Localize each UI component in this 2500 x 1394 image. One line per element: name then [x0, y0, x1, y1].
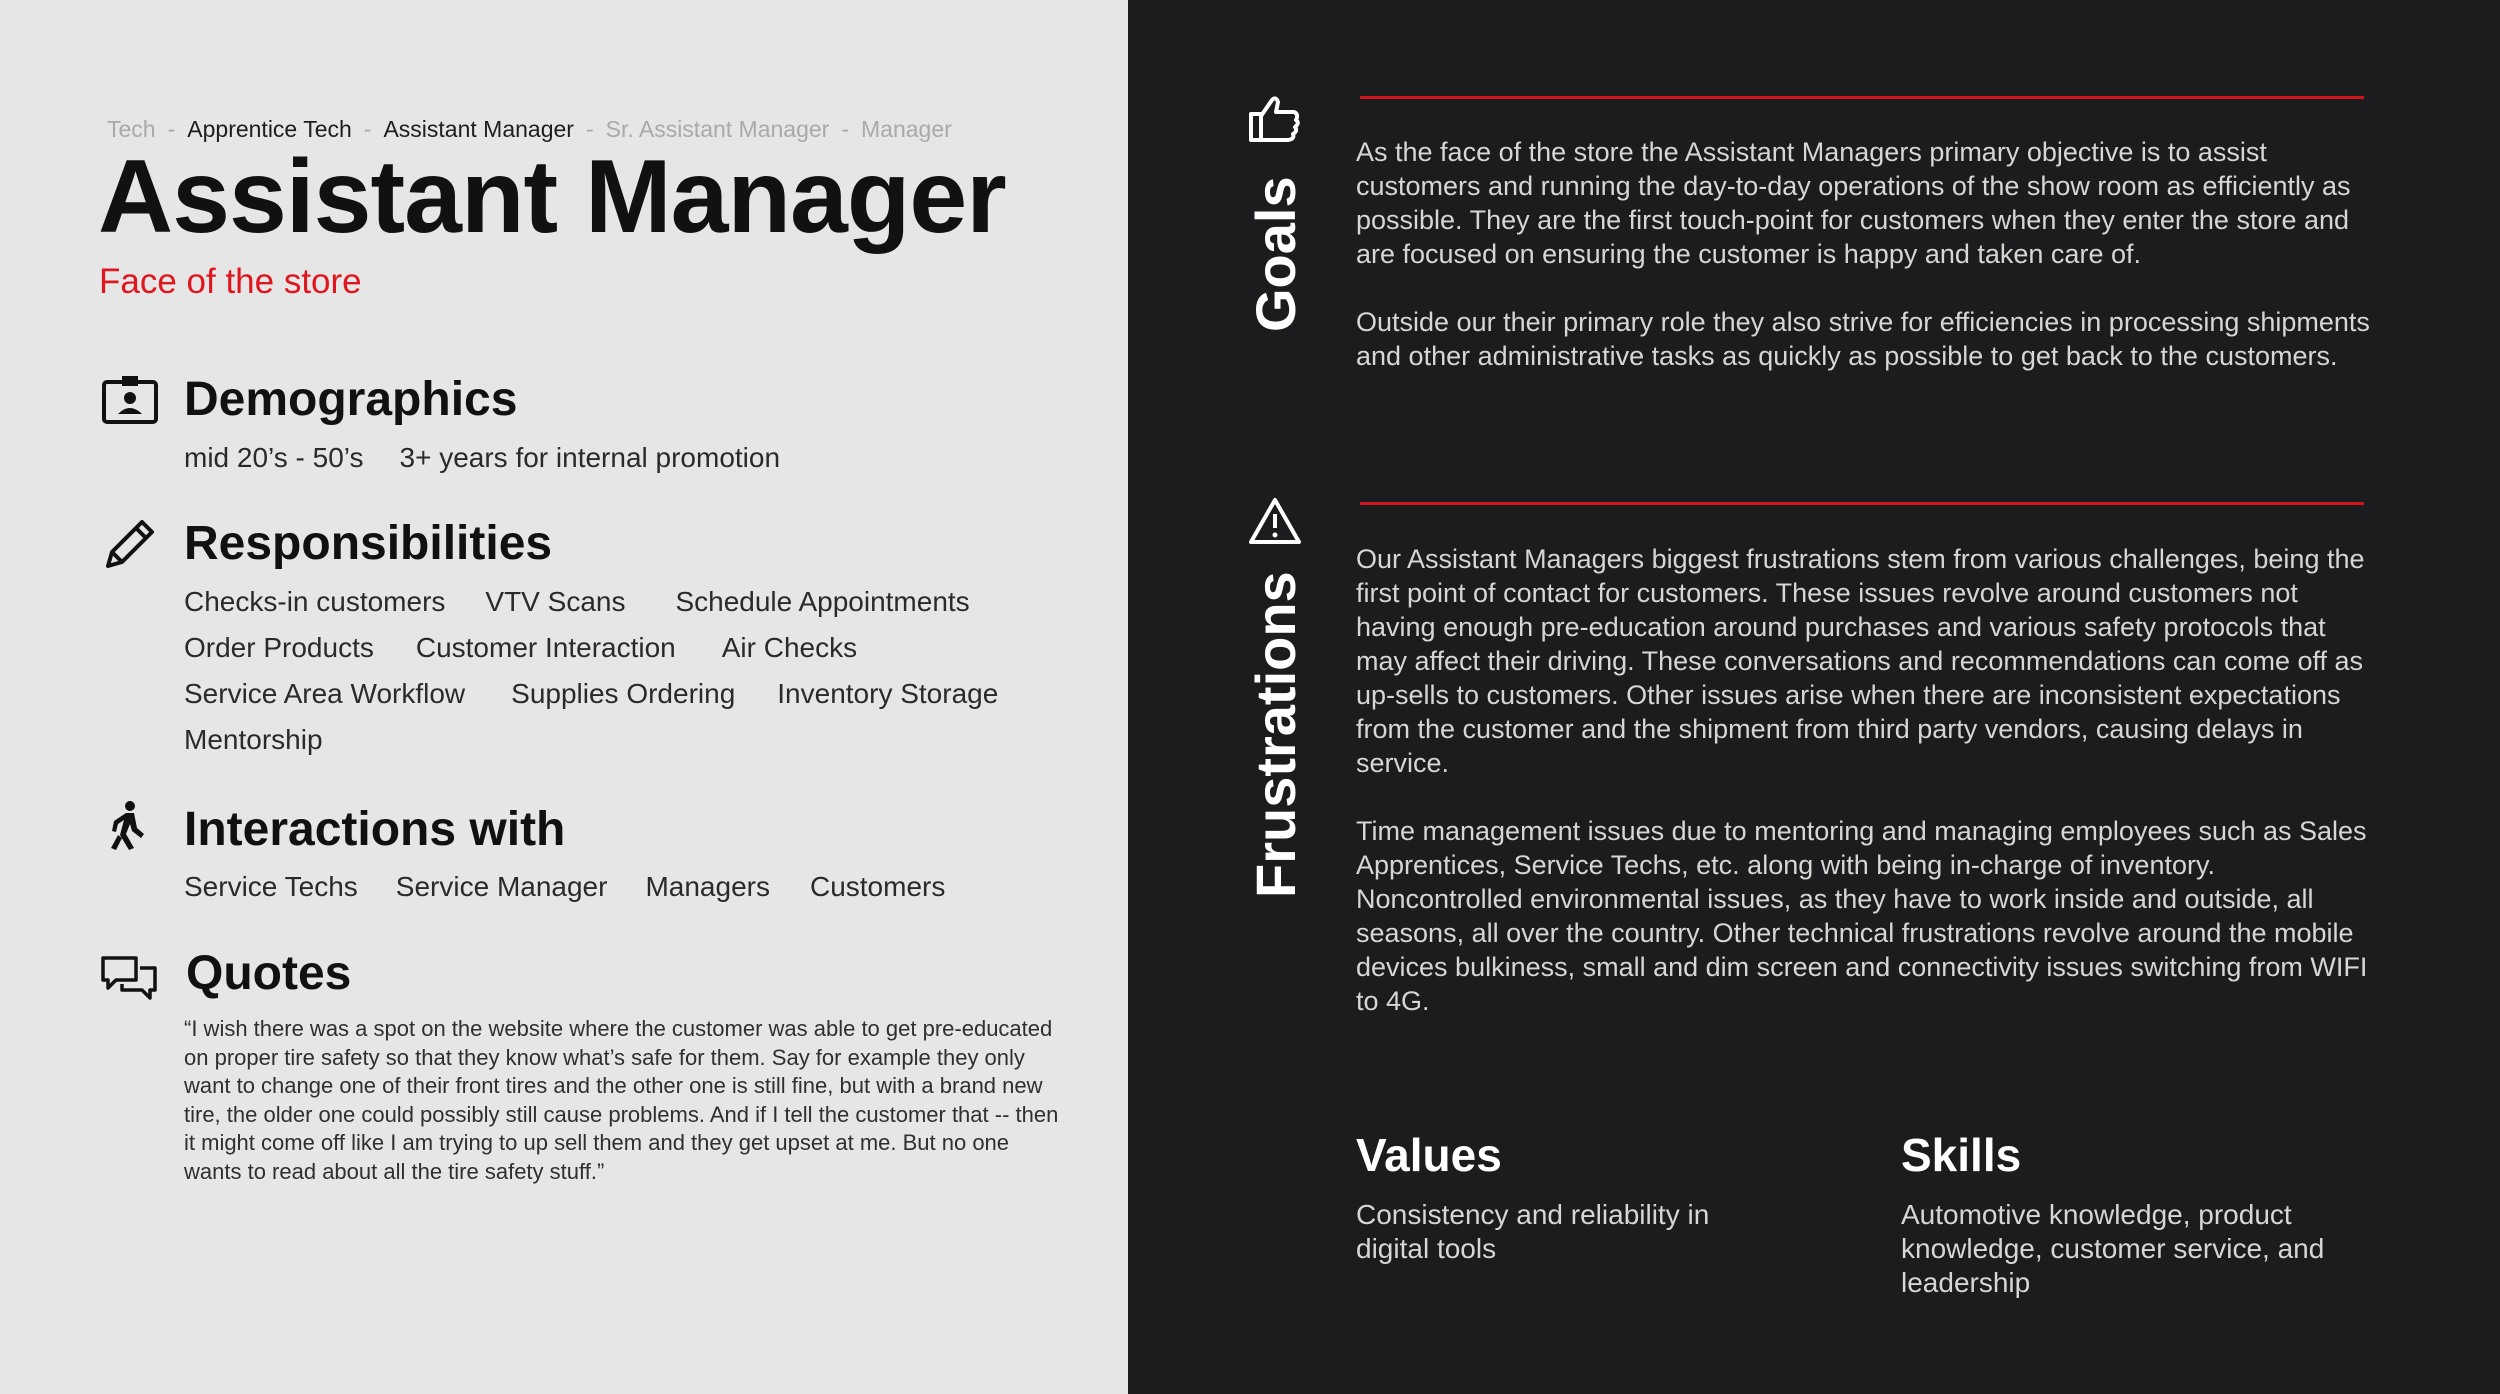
interactions-heading: Interactions with — [184, 803, 566, 856]
goals-text — [1356, 135, 2376, 407]
breadcrumb-item-assistant-manager[interactable]: Assistant Manager — [383, 116, 574, 142]
warning-triangle-icon — [1248, 496, 1302, 546]
list-item: Customer Interaction — [415, 632, 676, 663]
breadcrumb-separator: - — [841, 116, 850, 142]
breadcrumb-separator: - — [585, 116, 594, 142]
breadcrumb-item-apprentice-tech[interactable]: Apprentice Tech — [187, 116, 352, 142]
goals-paragraph: Outside our their primary role they also strive for efficiencies in processing shipments and other administrative tasks as quickly as possible to get back to the customers. — [1356, 307, 2370, 371]
responsibilities-row — [184, 586, 1006, 618]
quotes-heading: Quotes — [186, 947, 352, 1000]
frustrations-text — [1356, 542, 2376, 1052]
list-item: Service Techs — [184, 871, 358, 902]
pencil-icon — [100, 514, 160, 574]
list-item: 3+ years for internal promotion — [399, 442, 781, 473]
demographics-heading: Demographics — [184, 373, 518, 426]
breadcrumb-separator: - — [363, 116, 372, 142]
responsibilities-heading: Responsibilities — [184, 517, 553, 570]
thumbs-up-icon — [1248, 92, 1302, 146]
goals-label: Goals — [1244, 176, 1307, 332]
responsibilities-row — [184, 678, 1034, 710]
values-heading: Values — [1356, 1129, 1502, 1181]
goals-divider — [1360, 96, 2364, 99]
frustrations-paragraph: Our Assistant Managers biggest frustrations stem from various challenges, being the first point of contact for customers. These issues revolve around customers not having enough pre-education around purchases and various safety protocols that may affect their driving. These conversations and recommendations can come off as up-sells to customers. Other issues arise when there are inconsistent expectations from the customer and the shipment from third party vendors, causing delays in service. — [1356, 544, 2365, 778]
breadcrumb-item-sr-assistant-manager[interactable]: Sr. Assistant Manager — [605, 116, 830, 142]
list-item: Managers — [645, 871, 770, 902]
list-item: Service Area Workflow — [184, 678, 466, 709]
list-item: VTV Scans — [485, 586, 626, 617]
list-item: Mentorship — [184, 724, 323, 755]
skills-heading: Skills — [1901, 1129, 2022, 1181]
list-item: Checks-in customers — [184, 586, 446, 617]
list-item: Customers — [809, 871, 946, 902]
chat-bubbles-icon — [100, 954, 158, 1004]
left-panel — [0, 0, 1128, 1394]
values-text: Consistency and reliability in digital tools — [1356, 1199, 1710, 1264]
list-item: mid 20’s - 50’s — [184, 442, 364, 473]
breadcrumb-item-tech[interactable]: Tech — [107, 116, 156, 142]
list-item: Order Products — [184, 632, 374, 663]
list-item: Air Checks — [721, 632, 858, 663]
demographics-list — [184, 442, 816, 474]
walking-person-icon — [104, 800, 152, 852]
quote-text: “I wish there was a spot on the website where the customer was able to get pre-educated on proper tire safety so that they know what’s safe for them. Say for example they only want to change one of their front tires and the other one is still fine, but with a brand new tire, the older one could possibly still cause problems. And if I tell the customer that -- then it might come off like I am trying to up sell them and they get upset at me. But no one wants to read about all the tire safety stuff.” — [184, 1016, 1059, 1184]
frustrations-divider — [1360, 502, 2364, 505]
frustrations-paragraph: Time management issues due to mentoring and managing employees such as Sales Apprentices, Service Techs, etc. along with being in-charge of inventory. Noncontrolled environmental issues, as they have to work inside and outside, all seasons, all over the country. Other technical frustrations revolve around the mobile devices bulkiness, small and dim screen and connectivity issues switching from WIFI to 4G. — [1356, 816, 2368, 1016]
breadcrumb-separator: - — [167, 116, 176, 142]
goals-paragraph: As the face of the store the Assistant Managers primary objective is to assist customers and running the day-to-day operations of the show room as efficiently as possible. They are the first touch-point for customers when they enter the store and are focused on ensuring the customer is happy and taken care of. — [1356, 137, 2351, 269]
id-badge-icon — [100, 370, 160, 430]
list-item: Schedule Appointments — [675, 586, 970, 617]
list-item: Service Manager — [395, 871, 608, 902]
page-title: Assistant Manager — [98, 139, 1006, 255]
list-item: Supplies Ordering — [511, 678, 736, 709]
responsibilities-row — [184, 632, 893, 664]
frustrations-label: Frustrations — [1244, 571, 1307, 898]
list-item: Inventory Storage — [777, 678, 999, 709]
page-subtitle: Face of the store — [99, 262, 362, 301]
skills-text: Automotive knowledge, product knowledge, customer service, and leadership — [1901, 1199, 2325, 1298]
breadcrumb-item-manager[interactable]: Manager — [861, 116, 952, 142]
interactions-list — [184, 871, 981, 903]
responsibilities-row — [184, 724, 359, 756]
